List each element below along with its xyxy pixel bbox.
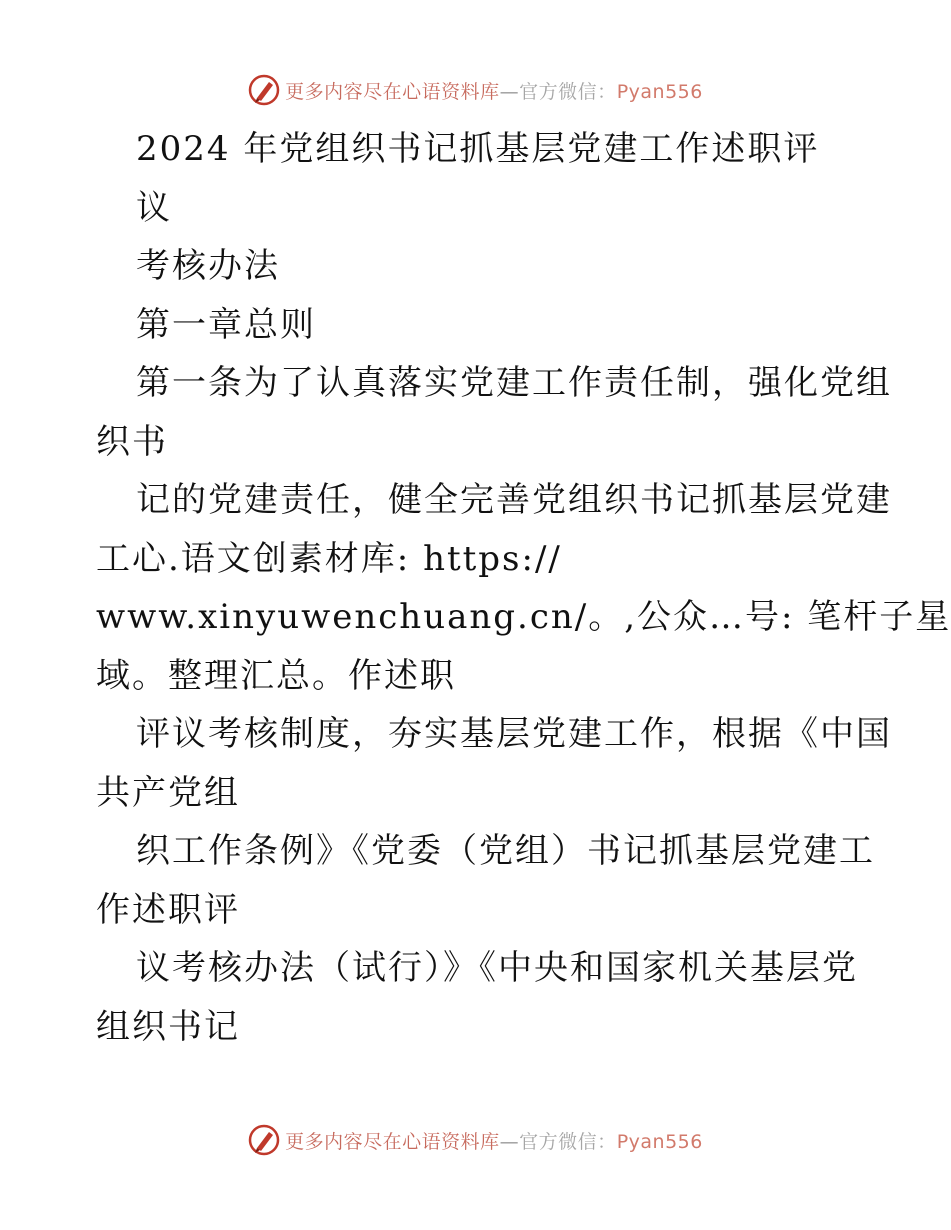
document-line: 域。整理汇总。作述职	[96, 655, 456, 696]
watermark-text	[285, 77, 703, 104]
watermark-separator: —	[499, 1130, 520, 1153]
document-line: 评议考核制度，夯实基层党建工作，根据《中国	[136, 714, 892, 754]
header-watermark	[0, 70, 950, 110]
watermark-separator: —	[499, 80, 520, 103]
document-line: 第一条为了认真落实党建工作责任制，强化党组	[136, 363, 892, 403]
watermark-main: 更多内容尽在心语资料库	[285, 80, 500, 103]
document-line: 议考核办法（试行）》《中央和国家机关基层党	[136, 948, 858, 988]
pen-quill-logo-icon	[247, 1123, 281, 1157]
watermark-wechat-id: Pyan556	[616, 80, 703, 103]
footer-watermark	[0, 1120, 950, 1160]
document-line: 组织书记	[96, 1006, 240, 1047]
document-line: www.xinyuwenchuang.cn/。,公众…号: 笔杆子星	[96, 597, 951, 637]
watermark-main: 更多内容尽在心语资料库	[285, 1130, 500, 1153]
watermark-text	[285, 1127, 703, 1154]
document-body	[96, 120, 951, 1056]
document-line: 议	[136, 187, 172, 228]
pen-quill-logo-icon	[247, 73, 281, 107]
document-line: 记的党建责任，健全完善党组织书记抓基层党建	[136, 480, 892, 520]
document-line: 2024 年党组织书记抓基层党建工作述职评	[136, 129, 820, 169]
document-line: 工心.语文创素材库: https://	[96, 538, 562, 579]
watermark-label: 官方微信：	[519, 80, 617, 103]
watermark-label: 官方微信：	[519, 1130, 617, 1153]
document-line: 织书	[96, 421, 168, 462]
document-line: 考核办法	[136, 246, 280, 286]
watermark-wechat-id: Pyan556	[616, 1130, 703, 1153]
document-line: 织工作条例》《党委（党组）书记抓基层党建工	[136, 831, 875, 871]
document-line: 第一章总则	[136, 304, 316, 345]
document-line: 共产党组	[96, 772, 240, 813]
document-line: 作述职评	[96, 889, 240, 930]
